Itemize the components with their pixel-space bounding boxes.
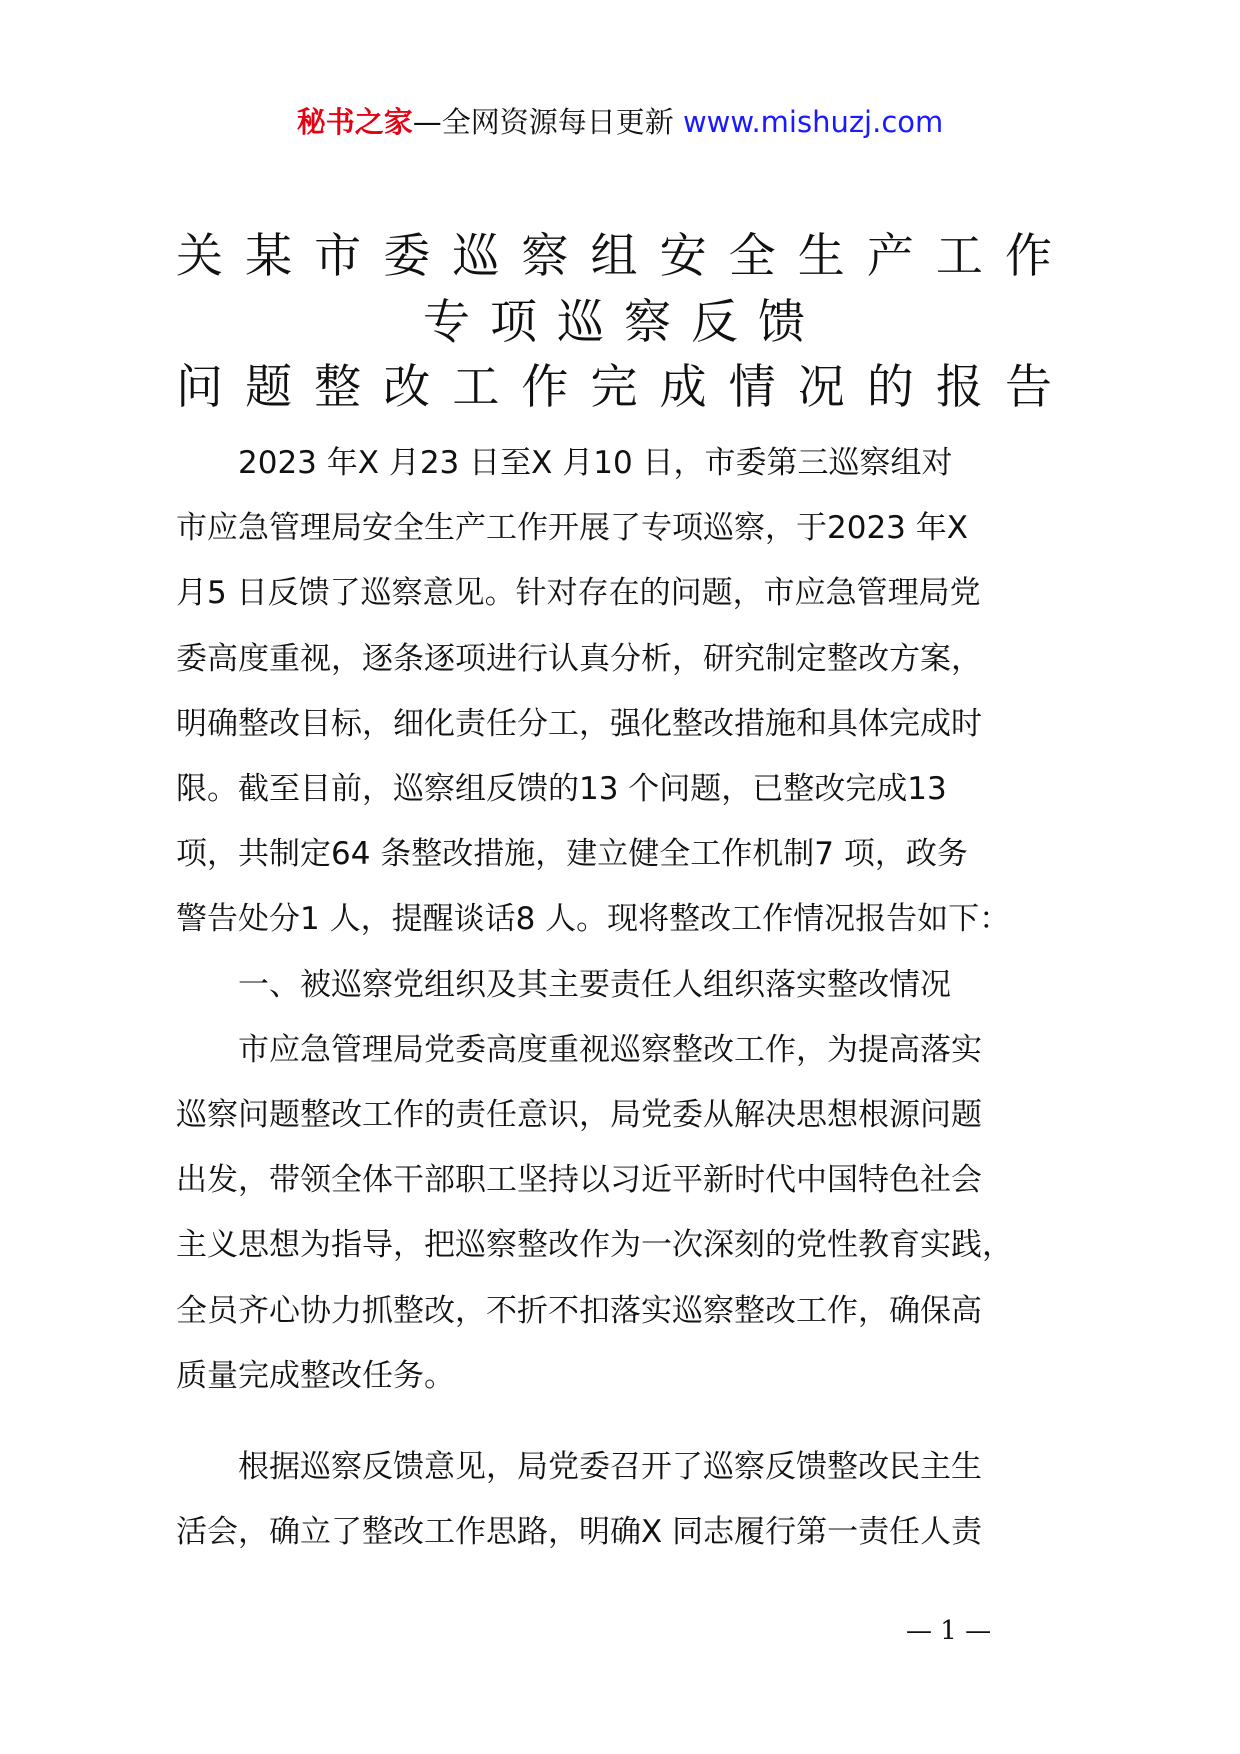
document-body: [176, 431, 1076, 1565]
body-line: 市应急管理局安全生产工作开展了专项巡察，于2023 年X: [176, 510, 968, 547]
title-line-3: 问题整改工作完成情况的报告: [176, 360, 1052, 415]
body-line: 限。截至目前，巡察组反馈的13 个问题，已整改完成13: [176, 771, 947, 808]
body-line: 质量完成整改任务。: [176, 1357, 455, 1394]
site-header: [0, 100, 1240, 144]
body-line: 主义思想为指导，把巡察整改作为一次深刻的党性教育实践，: [176, 1227, 1013, 1264]
body-line: 2023 年X 月23 日至X 月10 日，市委第三巡察组对: [238, 445, 953, 481]
header-tagline: —全网资源每日更新: [412, 105, 674, 139]
body-line: 市应急管理局党委高度重视巡察整改工作，为提高落实: [238, 1031, 982, 1068]
body-line: 出发，带领全体干部职工坚持以习近平新时代中国特色社会: [176, 1162, 982, 1199]
section-heading: 一、被巡察党组织及其主要责任人组织落实整改情况: [238, 966, 951, 1003]
body-line: 巡察问题整改工作的责任意识，局党委从解决思想根源问题: [176, 1097, 982, 1134]
body-line: 全员齐心协力抓整改，不折不扣落实巡察整改工作，确保高: [176, 1292, 982, 1329]
page-number: — 1 —: [906, 1616, 992, 1646]
brand-name: 秘书之家: [296, 105, 413, 139]
body-line: 项，共制定64 条整改措施，建立健全工作机制7 项，政务: [176, 836, 968, 873]
body-line: 委高度重视，逐条逐项进行认真分析，研究制定整改方案，: [176, 640, 982, 677]
paragraph-gap: [176, 1409, 1076, 1435]
body-line: 警告处分1 人，提醒谈话8 人。现将整改工作情况报告如下：: [176, 901, 1011, 938]
body-line: 月5 日反馈了巡察意见。针对存在的问题，市应急管理局党: [176, 575, 981, 612]
title-line-2: 专项巡察反馈: [423, 295, 825, 350]
site-url-link[interactable]: www.mishuzj.com: [682, 105, 944, 139]
body-line: 明确整改目标，细化责任分工，强化整改措施和具体完成时: [176, 705, 982, 742]
title-line-1: 关某市委巡察组安全生产工作: [176, 229, 1052, 284]
body-line: 活会，确立了整改工作思路，明确X 同志履行第一责任人责: [176, 1514, 983, 1551]
body-line: 根据巡察反馈意见，局党委召开了巡察反馈整改民主生: [238, 1449, 982, 1486]
